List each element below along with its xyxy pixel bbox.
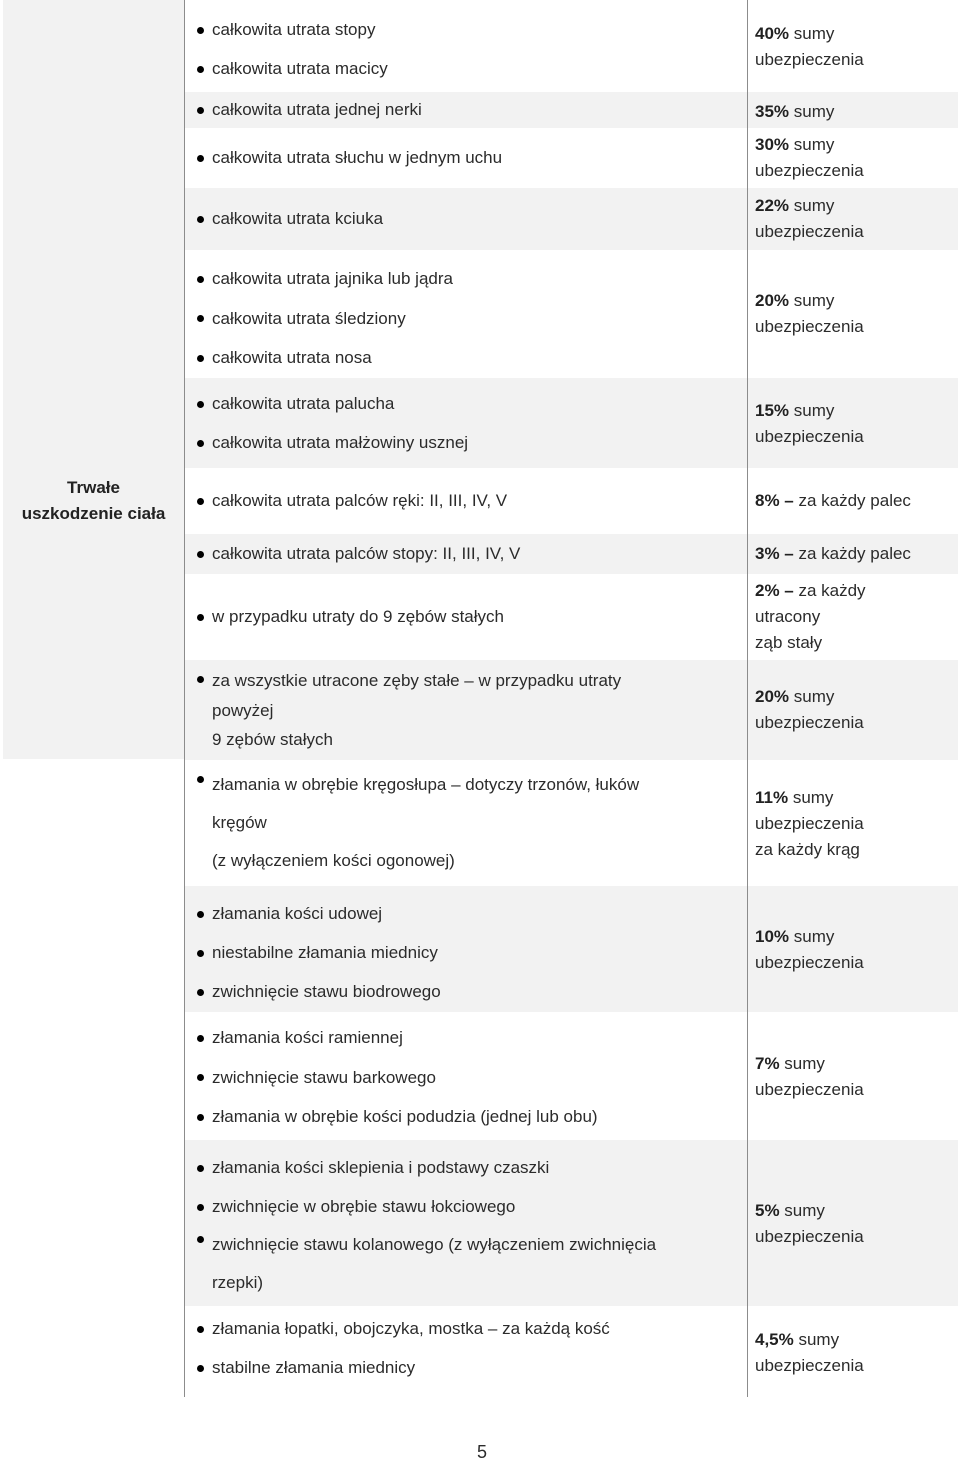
benefit-unit: za każdy palec xyxy=(793,491,911,510)
benefit-value xyxy=(755,398,955,450)
row-items xyxy=(195,666,740,755)
list-item xyxy=(195,10,740,49)
benefit-value-line: ubezpieczenia xyxy=(755,953,864,972)
benefit-value xyxy=(755,1327,955,1379)
list-item-text: całkowita utrata małżowiny usznej xyxy=(212,433,469,452)
list-item-text: całkowita utrata słuchu w jednym uchu xyxy=(212,148,503,167)
benefit-percent: 15% xyxy=(755,401,790,420)
list-item-text: zwichnięcie stawu barkowego xyxy=(212,1067,436,1087)
benefit-unit: sumy xyxy=(788,788,834,807)
benefit-value-line xyxy=(755,488,955,514)
row-items xyxy=(195,1018,740,1137)
list-item-text: powyżej xyxy=(212,700,274,720)
list-item-text: stabilne złamania miednicy xyxy=(212,1358,416,1377)
benefit-percent: 3% – xyxy=(755,544,794,563)
list-item xyxy=(195,423,740,462)
benefit-unit: sumy xyxy=(789,291,835,310)
benefit-percent: 20% xyxy=(755,291,790,310)
list-item-text: (z wyłączeniem kości ogonowej) xyxy=(212,851,455,870)
benefit-value-line: ubezpieczenia xyxy=(755,161,864,180)
benefit-value-line xyxy=(755,398,955,424)
table-divider-right xyxy=(747,0,748,1397)
category-label-line-2: uszkodzenie ciała xyxy=(21,504,166,523)
benefit-value-line xyxy=(755,21,955,47)
row-items xyxy=(195,10,740,88)
list-item-text: w przypadku utraty do 9 zębów stałych xyxy=(212,607,504,626)
list-item-text: całkowita utrata nosa xyxy=(212,348,372,367)
list-item-text: zwichnięcie stawu biodrowego xyxy=(212,982,441,1001)
row-items xyxy=(195,145,740,171)
list-item xyxy=(195,666,740,755)
row-items xyxy=(195,894,740,1011)
category-label xyxy=(3,475,184,527)
benefit-percent: 7% xyxy=(755,1054,780,1073)
benefit-value xyxy=(755,541,955,567)
list-item-text: całkowita utrata palców ręki: II, III, IV, V xyxy=(212,491,508,510)
benefit-value-line xyxy=(755,541,955,567)
list-item xyxy=(195,1148,740,1187)
list-item xyxy=(195,1309,740,1348)
benefit-value-line: ubezpieczenia xyxy=(755,427,864,446)
benefit-value xyxy=(755,21,955,73)
benefit-value-line: ubezpieczenia xyxy=(755,814,864,833)
row-items xyxy=(195,384,740,462)
list-item xyxy=(195,338,740,378)
benefit-value-line xyxy=(755,785,955,811)
list-item xyxy=(195,972,740,1011)
benefit-unit: sumy xyxy=(789,927,835,946)
benefit-value-line xyxy=(755,924,955,950)
table-divider-left xyxy=(184,0,185,1397)
list-item xyxy=(195,206,740,232)
list-item-text: za wszystkie utracone zęby stałe – w przypadku utraty xyxy=(212,671,622,690)
row-items xyxy=(195,1148,740,1302)
list-item-text: złamania łopatki, obojczyka, mostka – za każdą kość xyxy=(212,1319,610,1338)
benefit-unit: za każdy xyxy=(793,581,866,600)
benefit-unit: sumy xyxy=(789,401,835,420)
category-cell xyxy=(3,0,184,759)
list-item xyxy=(195,49,740,88)
row-items xyxy=(195,488,740,514)
benefit-value xyxy=(755,99,955,125)
benefit-percent: 35% xyxy=(755,102,790,121)
benefit-value-line: za każdy krąg xyxy=(755,840,860,859)
list-item-text: złamania kości ramiennej xyxy=(212,1028,403,1047)
benefit-percent: 11% xyxy=(755,788,789,807)
benefit-value xyxy=(755,578,955,656)
row-items xyxy=(195,206,740,232)
benefit-value-line: ubezpieczenia xyxy=(755,222,864,241)
list-item xyxy=(195,604,740,630)
row-items xyxy=(195,541,740,567)
list-item-text: zwichnięcie stawu kolanowego (z wyłączeniem zwichnięcia xyxy=(212,1235,657,1254)
benefit-percent: 8% – xyxy=(755,491,794,510)
list-item xyxy=(195,259,740,299)
benefit-value xyxy=(755,1198,955,1250)
benefit-unit: sumy xyxy=(789,196,835,215)
benefit-value-line: ubezpieczenia xyxy=(755,1356,864,1375)
list-item-text: złamania w obrębie kości podudzia (jednej lub obu) xyxy=(212,1107,598,1126)
benefit-unit: sumy xyxy=(789,24,835,43)
list-item xyxy=(195,99,740,121)
benefit-value-line: ubezpieczenia xyxy=(755,713,864,732)
benefit-unit: za każdy palec xyxy=(793,544,911,563)
benefit-value-line xyxy=(755,193,955,219)
benefit-value xyxy=(755,1051,955,1103)
benefit-percent: 22% xyxy=(755,196,790,215)
list-item-text: całkowita utrata kciuka xyxy=(212,209,384,228)
list-item-text: zwichnięcie w obrębie stawu łokciowego xyxy=(212,1197,516,1216)
benefit-value-line xyxy=(755,99,955,125)
benefit-value-line xyxy=(755,1198,955,1224)
benefit-value-line xyxy=(755,132,955,158)
list-item-text: 9 zębów stałych xyxy=(212,730,333,749)
benefit-value-line: ubezpieczenia xyxy=(755,1080,864,1099)
list-item-text: całkowita utrata śledziony xyxy=(212,308,406,328)
list-item-text: całkowita utrata palucha xyxy=(212,394,395,413)
benefit-unit: sumy xyxy=(789,102,835,121)
list-item-text: całkowita utrata macicy xyxy=(212,59,388,78)
benefit-percent: 10% xyxy=(755,927,790,946)
list-item-text: kręgów xyxy=(212,813,267,832)
list-item xyxy=(195,299,740,339)
list-item xyxy=(195,1348,740,1387)
list-item xyxy=(195,766,740,880)
benefit-value xyxy=(755,193,955,245)
row-items xyxy=(195,1309,740,1387)
list-item-text: rzepki) xyxy=(212,1273,264,1292)
benefit-value xyxy=(755,785,955,863)
list-item xyxy=(195,384,740,423)
list-item xyxy=(195,541,740,567)
list-item-text: całkowita utrata stopy xyxy=(212,20,376,39)
benefit-value xyxy=(755,288,955,340)
benefit-value xyxy=(755,924,955,976)
benefit-value-line: ubezpieczenia xyxy=(755,50,864,69)
list-item-text: całkowita utrata jajnika lub jądra xyxy=(212,269,453,288)
benefit-value-line xyxy=(755,578,955,604)
benefit-value-line xyxy=(755,684,955,710)
benefit-value-line xyxy=(755,1051,955,1077)
list-item-text: niestabilne złamania miednicy xyxy=(212,943,438,962)
list-item xyxy=(195,1187,740,1226)
benefit-value xyxy=(755,684,955,736)
benefit-value-line: ubezpieczenia xyxy=(755,317,864,336)
list-item xyxy=(195,1226,740,1302)
benefit-percent: 40% xyxy=(755,24,790,43)
list-item-text: złamania kości sklepienia i podstawy czaszki xyxy=(212,1158,550,1177)
list-item xyxy=(195,933,740,972)
row-items xyxy=(195,766,740,880)
benefit-value-line: utracony xyxy=(755,607,821,626)
list-item xyxy=(195,1058,740,1098)
benefit-value-line: ząb stały xyxy=(755,633,823,652)
benefit-unit: sumy xyxy=(793,1330,840,1349)
benefit-percent: 2% – xyxy=(755,581,794,600)
benefit-unit: sumy xyxy=(779,1201,825,1220)
list-item xyxy=(195,894,740,933)
category-label-line-1: Trwałe xyxy=(67,478,120,497)
row-items xyxy=(195,604,740,630)
benefit-value-line xyxy=(755,1327,955,1353)
benefit-value xyxy=(755,488,955,514)
benefit-unit: sumy xyxy=(789,687,835,706)
benefit-percent: 20% xyxy=(755,687,790,706)
benefit-unit: sumy xyxy=(789,135,835,154)
page-number: 5 xyxy=(476,1442,487,1462)
benefit-value xyxy=(755,132,955,184)
list-item xyxy=(195,1018,740,1058)
row-items xyxy=(195,99,740,121)
benefit-value-line: ubezpieczenia xyxy=(755,1227,864,1246)
list-item-text: całkowita utrata jednej nerki xyxy=(212,100,422,119)
benefit-value-line xyxy=(755,288,955,314)
benefit-percent: 5% xyxy=(755,1201,780,1220)
benefit-percent: 4,5% xyxy=(755,1330,794,1349)
benefit-unit: sumy xyxy=(779,1054,825,1073)
row-items xyxy=(195,259,740,378)
benefit-percent: 30% xyxy=(755,135,790,154)
list-item xyxy=(195,145,740,171)
list-item xyxy=(195,488,740,514)
list-item-text: złamania w obrębie kręgosłupa – dotyczy trzonów, łuków xyxy=(212,775,640,794)
list-item xyxy=(195,1097,740,1137)
list-item-text: złamania kości udowej xyxy=(212,904,383,923)
list-item-text: całkowita utrata palców stopy: II, III, IV, V xyxy=(212,544,521,563)
